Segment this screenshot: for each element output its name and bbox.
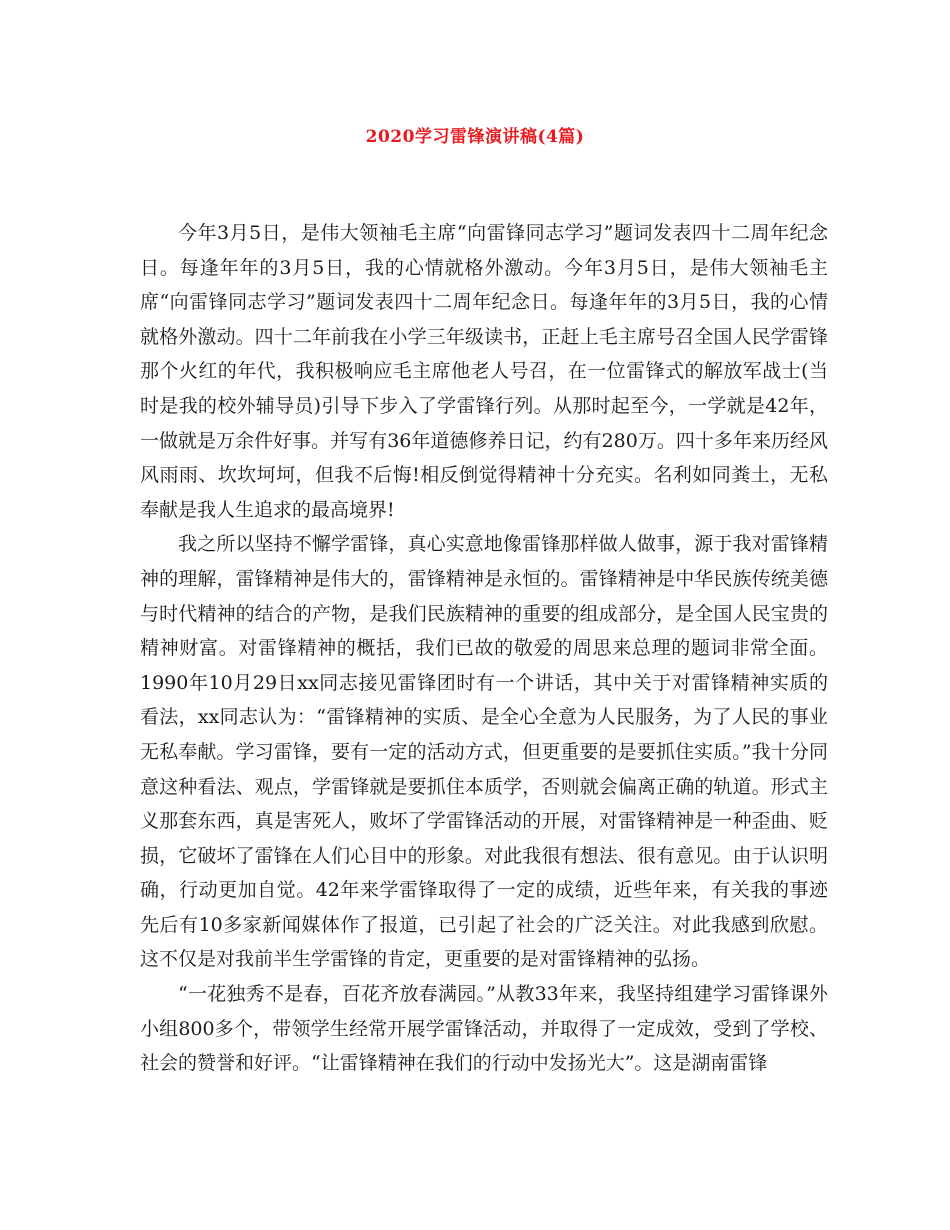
document-title: 2020学习雷锋演讲稿(4篇) [365,127,585,147]
paragraph-2: 我之所以坚持不懈学雷锋，真心实意地像雷锋那样做人做事，源于我对雷锋精神的理解，雷锋精神是伟大的，雷锋精神是永恒的。雷锋精神是中华民族传统美德与时代精神的结合的产物，是我们民族精神的重要的组成部分，是全国人民宝贵的精神财富。对雷锋精神的概括，我们已故的敬爱的周思来总理的题词非常全面。1990年10月29日xx同志接见雷锋团时有一个讲话，其中关于对雷锋精神实质的看法，xx同志认为：“雷锋精神的实质、是全心全意为人民服务，为了人民的事业无私奉献。学习雷锋，要有一定的活动方式，但更重要的是要抓住实质。”我十分同意这种看法、观点，学雷锋就是要抓住本质学，否则就会偏离正确的轨道。形式主义那套东西，真是害死人，败坏了学雷锋活动的开展，对雷锋精神是一种歪曲、贬损，它破坏了雷锋在人们心目中的形象。对此我很有想法、很有意见。由于认识明确，行动更加自觉。42年来学雷锋取得了一定的成绩，近些年来，有关我的事迹先后有10多家新闻媒体作了报道，已引起了社会的广泛关注。对此我感到欣慰。这不仅是对我前半生学雷锋的肯定，更重要的是对雷锋精神的弘扬。 [140,533,828,971]
document-body [140,216,828,1081]
paragraph-3: “一花独秀不是春，百花齐放春满园。”从教33年来，我坚持组建学习雷锋课外小组800多个，带领学生经常开展学雷锋活动，并取得了一定成效，受到了学校、社会的赞誉和好评。“让雷锋精神在我们的行动中发扬光大”。这是湖南雷锋 [140,983,828,1075]
paragraph-1: 今年3月5日，是伟大领袖毛主席“向雷锋同志学习”题词发表四十二周年纪念日。每逢年年的3月5日，我的心情就格外激动。今年3月5日，是伟大领袖毛主席“向雷锋同志学习”题词发表四十二周年纪念日。每逢年年的3月5日，我的心情就格外激动。四十二年前我在小学三年级读书，正赶上毛主席号召全国人民学雷锋那个火红的年代，我积极响应毛主席他老人号召，在一位雷锋式的解放军战士(当时是我的校外辅导员)引导下步入了学雷锋行列。从那时起至今，一学就是42年，一做就是万余件好事。并写有36年道德修养日记，约有280万。四十多年来历经风风雨雨、坎坎坷坷，但我不后悔!相反倒觉得精神十分充实。名利如同粪土，无私奉献是我人生追求的最高境界! [140,222,828,521]
